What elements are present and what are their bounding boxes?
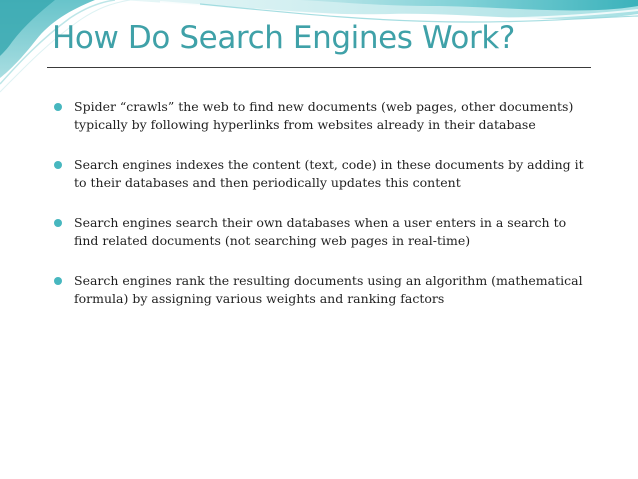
list-item bbox=[52, 272, 592, 308]
bullet-text: Spider “crawls” the web to find new documents (web pages, other documents) typically by following hyperlinks from websites already in their database bbox=[74, 99, 574, 132]
bullet-circle-icon bbox=[54, 161, 62, 169]
bullet-text: Search engines indexes the content (text, code) in these documents by adding it to their databases and then periodically updates this content bbox=[74, 157, 584, 190]
bullet-circle-icon bbox=[54, 103, 62, 111]
slide-title: How Do Search Engines Work? bbox=[52, 20, 515, 56]
bullet-circle-icon bbox=[54, 219, 62, 227]
bullet-text: Search engines rank the resulting documents using an algorithm (mathematical formula) by assigning various weights and ranking factors bbox=[74, 273, 583, 306]
list-item bbox=[52, 156, 592, 192]
bullet-circle-icon bbox=[54, 277, 62, 285]
list-item bbox=[52, 98, 592, 134]
list-item bbox=[52, 214, 592, 250]
bullet-list bbox=[52, 98, 592, 330]
title-divider bbox=[47, 67, 591, 68]
bullet-text: Search engines search their own databases when a user enters in a search to find related documents (not searching web pages in real-time) bbox=[74, 215, 567, 248]
